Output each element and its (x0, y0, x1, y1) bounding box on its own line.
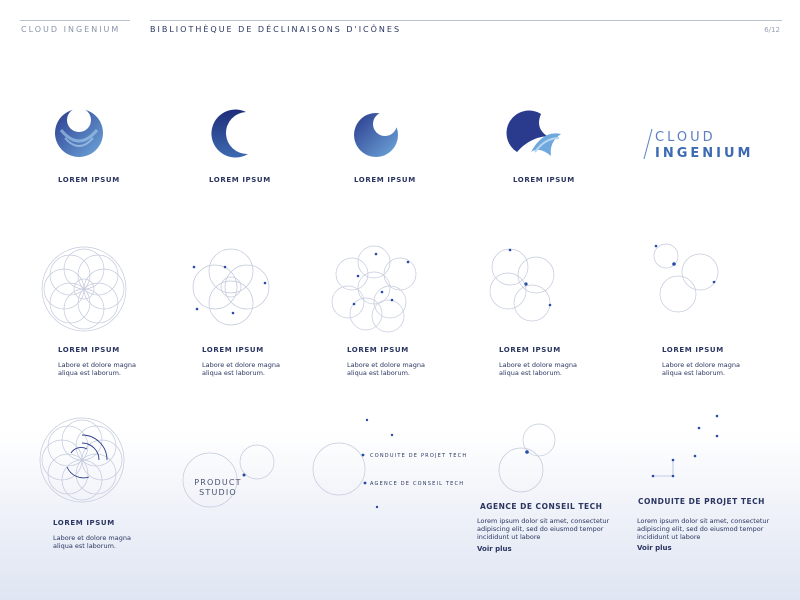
page-title: BIBLIOTHÈQUE DE DÉCLINAISONS D'ICÔNES (150, 25, 402, 34)
card1-body: Lorem ipsum dolor sit amet, consectetur adipiscing elit, sed do eiusmod tempor incididunt ut labore (477, 517, 610, 541)
row2-desc-3b: aliqua est laborum. (347, 369, 410, 377)
row2-desc-4b: aliqua est laborum. (499, 369, 562, 377)
crescent-full-icon (55, 108, 105, 158)
header-rule-right (150, 20, 782, 21)
row2-desc-4a: Labore et dolore magna (499, 361, 577, 369)
tag-agence: AGENCE DE CONSEIL TECH (370, 481, 465, 487)
card2-body: Lorem ipsum dolor sit amet, consectetur adipiscing elit, sed do eiusmod tempor incididunt ut labore (637, 517, 770, 541)
four-circles-icon (191, 247, 271, 327)
logo-slash-icon (642, 128, 654, 160)
logo-line-1: CLOUD (655, 130, 716, 145)
row2-desc-2a: Labore et dolore magna (202, 361, 280, 369)
constellation-tags-icon (313, 415, 393, 515)
tag-conduite: CONDUITE DE PROJET TECH (370, 453, 468, 459)
row1-label-3: LOREM IPSUM (354, 176, 416, 184)
page-number: 6/12 (764, 26, 780, 34)
row2-desc-5b: aliqua est laborum. (662, 369, 725, 377)
row2-desc-3a: Labore et dolore magna (347, 361, 425, 369)
product-studio-line-1: PRODUCT (194, 478, 242, 487)
row2-label-4: LOREM IPSUM (499, 346, 561, 354)
card2-title: CONDUITE DE PROJET TECH (638, 497, 765, 506)
product-studio-icon (183, 440, 283, 510)
trio-circles-icon (652, 242, 722, 322)
row2-label-3: LOREM IPSUM (347, 346, 409, 354)
row3-desc-1a: Labore et dolore magna (53, 534, 131, 542)
crescent-dark-icon (210, 110, 254, 158)
row2-desc-1b: aliqua est laborum. (58, 369, 121, 377)
spiral-rosette-icon (37, 415, 127, 505)
crescent-wave-icon (513, 112, 561, 158)
header-rule-left (20, 20, 130, 21)
row2-desc-5a: Labore et dolore magna (662, 361, 740, 369)
row1-label-2: LOREM IPSUM (209, 176, 271, 184)
crescent-gradient-icon (354, 110, 400, 158)
chain-circles-icon (488, 245, 558, 325)
card1-voir-plus-link[interactable]: Voir plus (477, 545, 512, 553)
row2-label-2: LOREM IPSUM (202, 346, 264, 354)
cluster-circles-icon (330, 244, 420, 334)
constellation-lines-icon (645, 410, 725, 480)
card2-voir-plus-link[interactable]: Voir plus (637, 544, 672, 552)
card1-title: AGENCE DE CONSEIL TECH (480, 502, 603, 511)
row2-desc-1a: Labore et dolore magna (58, 361, 136, 369)
row1-label-1: LOREM IPSUM (58, 176, 120, 184)
row3-desc-1b: aliqua est laborum. (53, 542, 116, 550)
row2-desc-2b: aliqua est laborum. (202, 369, 265, 377)
rosette-circles-icon (39, 244, 129, 334)
logo-line-2: INGENIUM (655, 146, 754, 161)
row2-label-1: LOREM IPSUM (58, 346, 120, 354)
row2-label-5: LOREM IPSUM (662, 346, 724, 354)
header-brand: CLOUD INGENIUM (21, 25, 121, 34)
product-studio-line-2: STUDIO (199, 488, 237, 497)
row1-label-4: LOREM IPSUM (513, 176, 575, 184)
row3-label-1: LOREM IPSUM (53, 519, 115, 527)
agence-circles-icon (493, 420, 563, 500)
